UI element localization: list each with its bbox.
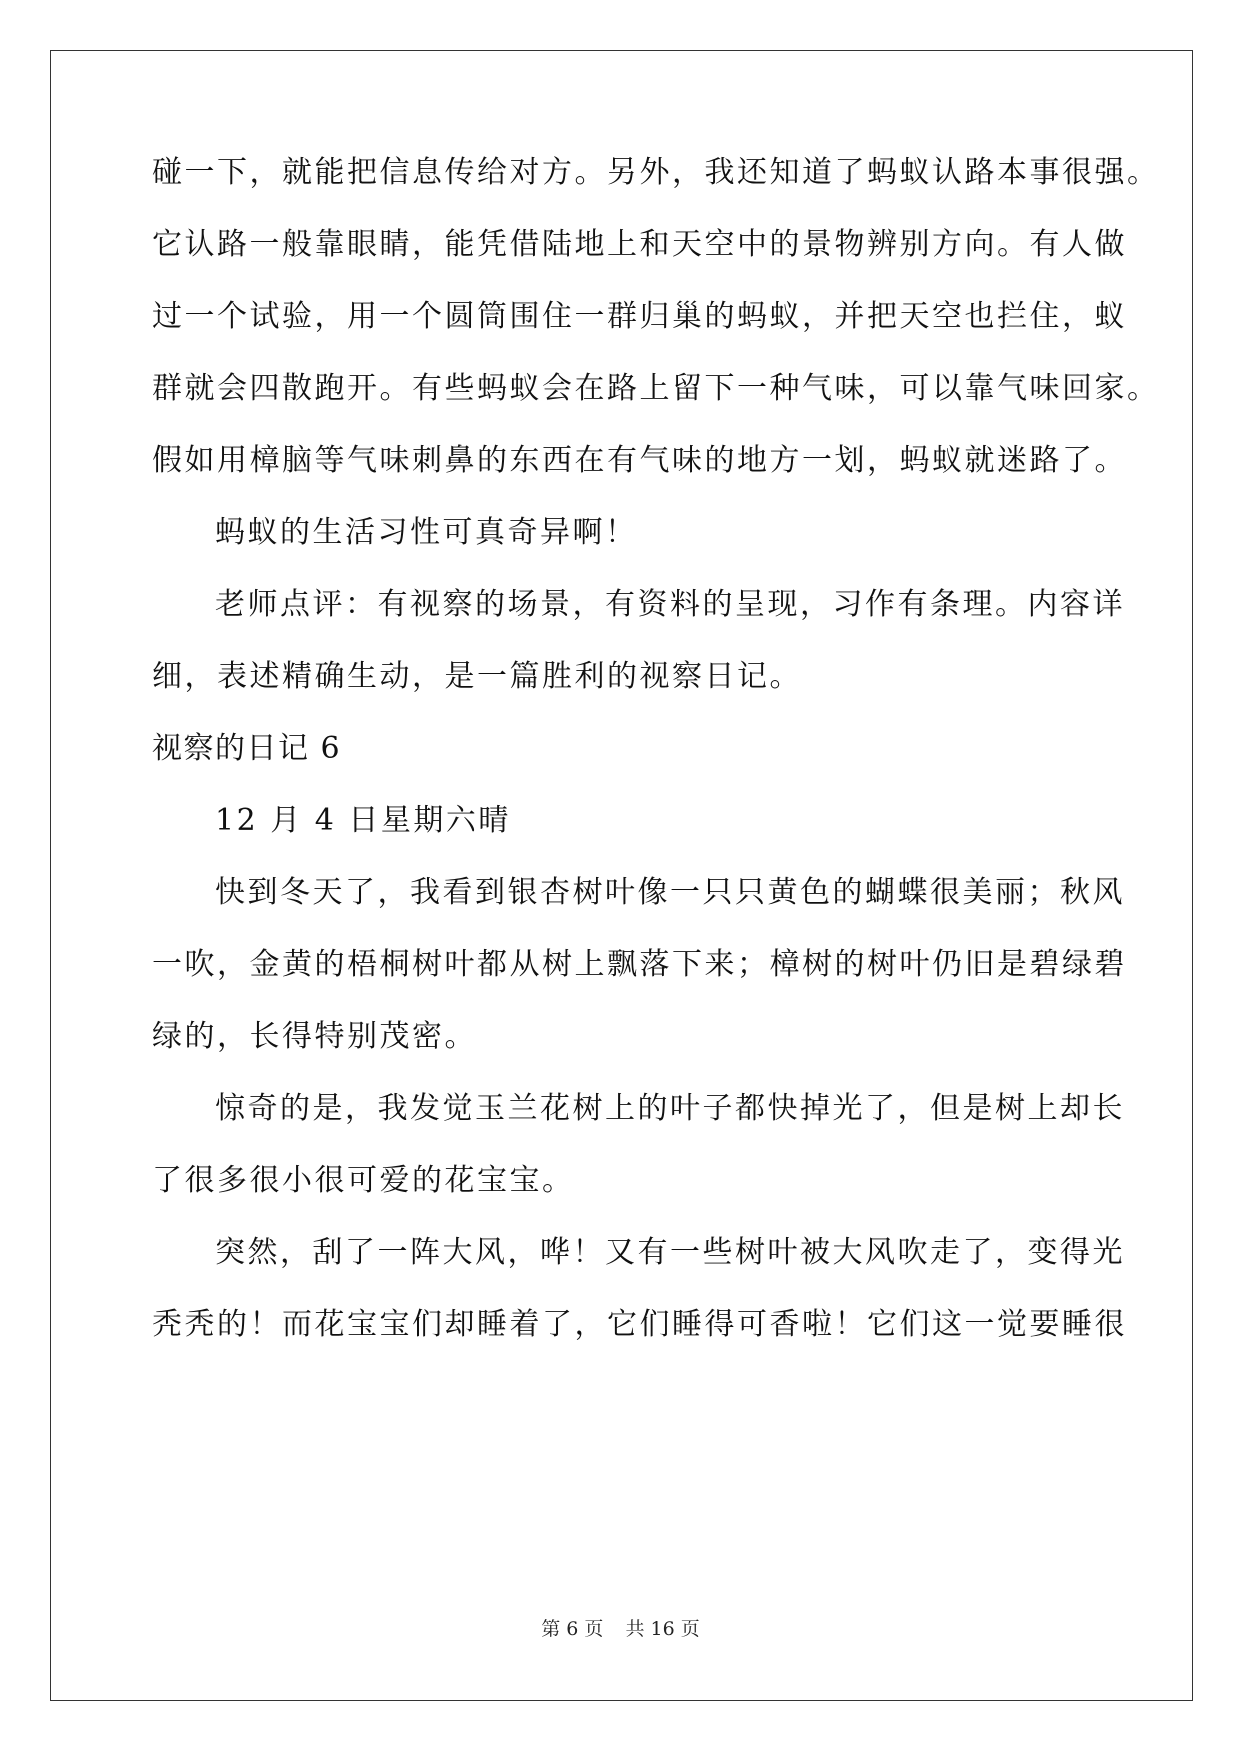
text-line: 老师点评：有视察的场景，有资料的呈现，习作有条理。内容详 bbox=[215, 587, 1125, 622]
section-heading: 视察的日记 6 bbox=[152, 731, 342, 766]
text-line: 秃秃的！而花宝宝们却睡着了，它们睡得可香啦！它们这一觉要睡很 bbox=[152, 1307, 1127, 1342]
text-line: 惊奇的是，我发觉玉兰花树上的叶子都快掉光了，但是树上却长 bbox=[215, 1091, 1125, 1126]
text-line: 快到冬天了，我看到银杏树叶像一只只黄色的蝴蝶很美丽；秋风 bbox=[215, 875, 1125, 910]
page-footer bbox=[0, 1617, 1241, 1641]
text-line: 了很多很小很可爱的花宝宝。 bbox=[152, 1163, 575, 1198]
text-line: 一吹，金黄的梧桐树叶都从树上飘落下来；樟树的树叶仍旧是碧绿碧 bbox=[152, 947, 1127, 982]
text-line: 蚂蚁的生活习性可真奇异啊！ bbox=[215, 515, 638, 550]
text-line: 过一个试验，用一个圆筒围住一群归巢的蚂蚁，并把天空也拦住，蚁 bbox=[152, 299, 1127, 334]
text-line: 它认路一般靠眼睛，能凭借陆地上和天空中的景物辨别方向。有人做 bbox=[152, 227, 1127, 262]
text-line: 细，表述精确生动，是一篇胜利的视察日记。 bbox=[152, 659, 802, 694]
text-line: 群就会四散跑开。有些蚂蚁会在路上留下一种气味，可以靠气味回家。 bbox=[152, 371, 1160, 406]
text-line: 绿的，长得特别茂密。 bbox=[152, 1019, 477, 1054]
diary-date: 12 月 4 日星期六晴 bbox=[215, 803, 511, 838]
text-line: 假如用樟脑等气味刺鼻的东西在有气味的地方一划，蚂蚁就迷路了。 bbox=[152, 443, 1127, 478]
text-line: 突然，刮了一阵大风，哗！又有一些树叶被大风吹走了，变得光 bbox=[215, 1235, 1125, 1270]
page-total: 共 16 页 bbox=[625, 1618, 700, 1640]
text-line: 碰一下，就能把信息传给对方。另外，我还知道了蚂蚁认路本事很强。 bbox=[152, 155, 1160, 190]
page-number: 第 6 页 bbox=[541, 1618, 604, 1640]
